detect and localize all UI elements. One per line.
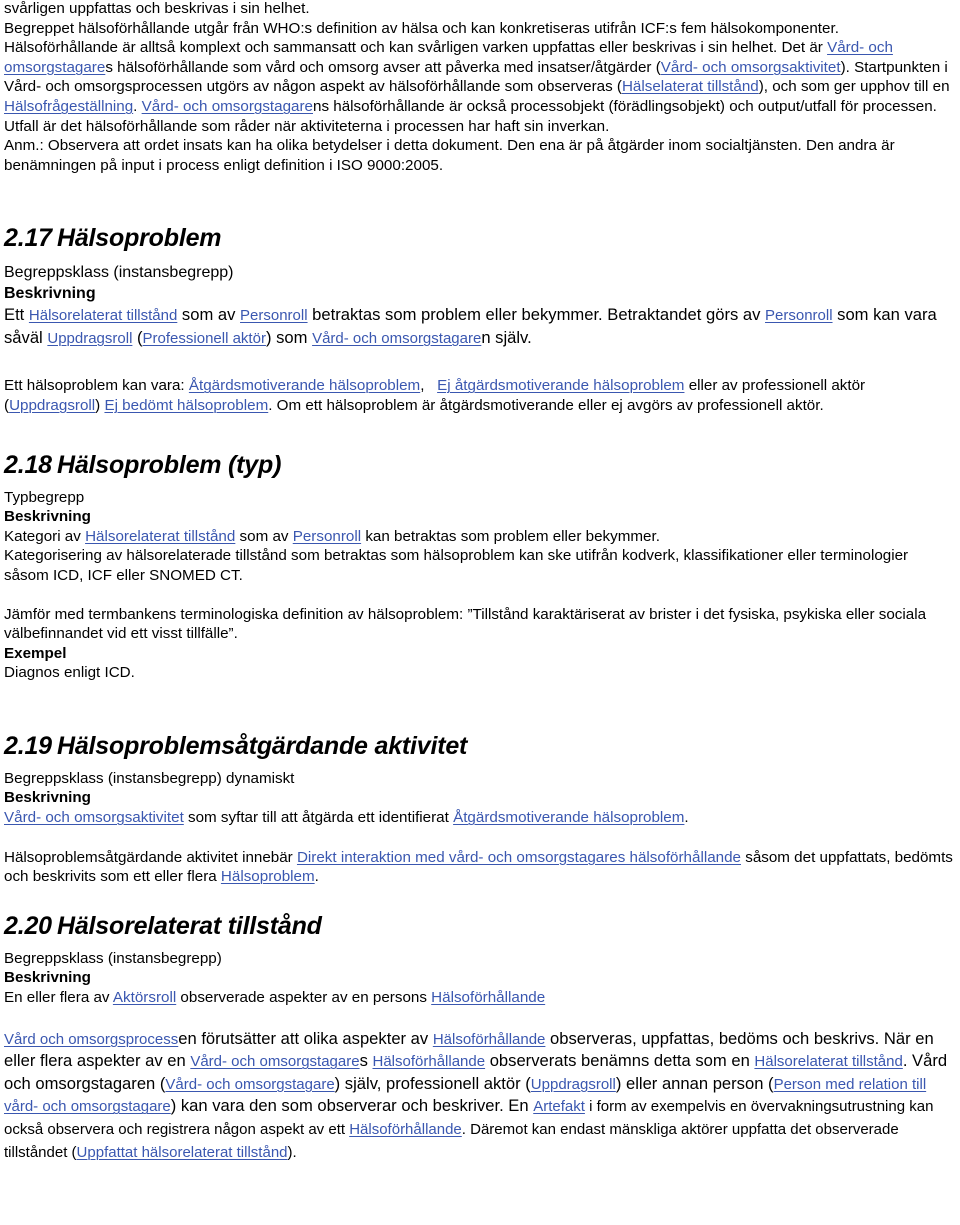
link-halsorelaterat-tillstand[interactable]: Hälsorelaterat tillstånd [28, 307, 178, 325]
description-text: Vård- och omsorgsaktivitet som syftar till att åtgärda ett identifierat Åtgärdsmotiverande hälsoproblem. [4, 809, 689, 827]
link-direkt-interaktion[interactable]: Direkt interaktion med vård- och omsorgstagares hälsoförhållande [296, 848, 741, 866]
description-text: Ett Hälsorelaterat tillstånd som av Personroll betraktas som problem eller bekymmer. Betraktandet görs av Personroll som kan vara såväl Uppdragsroll (Professionell aktör) som Vård- och omsorgstagaren själv. [4, 305, 937, 347]
link-halsorelaterat-tillstand[interactable]: Hälsorelaterat tillstånd [85, 527, 236, 545]
link-uppdragsroll[interactable]: Uppdragsroll [47, 329, 133, 347]
link-atgardsmotiverande-halsoproblem[interactable]: Åtgärdsmotiverande hälsoproblem [188, 377, 421, 395]
link-uppfattat-halsorelaterat-tillstand[interactable]: Uppfattat hälsorelaterat tillstånd [76, 1143, 288, 1161]
section-number: 2.19 [4, 731, 52, 760]
description-label: Beskrivning [4, 284, 96, 302]
intro-paragraph: Begreppet hälsoförhållande utgår från WHO:s definition av hälsa och kan konkretiseras utifrån ICF:s fem hälsokomponenter. Hälsoförhållande är alltså komplext och sammansatt och kan svårligen varken uppfattas eller beskrivas i sin helhet. Det är Vård- och omsorgstagares hälsoförhållande som vård och omsorg avser att påverka med insatser/åtgärder (Vård- och omsorgsaktivitet). Startpunkten i Vård- och omsorgsprocessen utgörs av någon aspekt av hälsoförhållande som observeras (Hälselaterat tillstånd), och som ger upphov till en Hälsofrågeställning. Vård- och omsorgstagarens hälsoförhållande är också processobjekt (förädlingsobjekt) och output/utfall för processen. Utfall är det hälsoförhållande som råder när aktiviteterna i processen har haft sin inverkan. [4, 19, 950, 135]
comparison-text: Jämför med termbankens terminologiska definition av hälsoproblem: ”Tillstånd karaktäriserat av brister i det fysiska, psykiska eller sociala välbefinnandet vid ett visst tillfälle”. [4, 605, 927, 643]
section-heading-2-17 [4, 223, 956, 253]
description-text: En eller flera av Aktörsroll observerade aspekter av en persons Hälsoförhållande [4, 989, 546, 1007]
concept-class: Begreppsklass (instansbegrepp) [4, 949, 222, 967]
concept-class: Typbegrepp [4, 488, 85, 506]
section-heading-2-18 [4, 450, 956, 480]
example-text: Diagnos enligt ICD. [4, 664, 135, 682]
description-label: Beskrivning [4, 789, 91, 807]
link-halsorelaterat-tillstand[interactable]: Hälsorelaterat tillstånd [754, 1053, 903, 1071]
link-vard-och-omsorgstagare-2[interactable]: Vård- och omsorgstagare [165, 1075, 335, 1093]
section-number: 2.20 [4, 911, 52, 940]
link-atgardsmotiverande-halsoproblem[interactable]: Åtgärdsmotiverande hälsoproblem [453, 809, 685, 827]
link-personroll[interactable]: Personroll [292, 527, 362, 545]
intro-fragment: svårligen uppfattas och beskrivas i sin helhet. [4, 0, 310, 17]
concept-class: Begreppsklass (instansbegrepp) [4, 264, 234, 282]
link-ej-bedomt-halsoproblem[interactable]: Ej bedömt hälsoproblem [104, 396, 269, 414]
link-uppdragsroll[interactable]: Uppdragsroll [530, 1075, 616, 1093]
link-halsoforhallande-2[interactable]: Hälsoförhållande [372, 1053, 486, 1071]
link-vard-och-omsorgsaktivitet[interactable]: Vård- och omsorgsaktivitet [4, 809, 184, 827]
link-vard-och-omsorgsprocess[interactable]: Vård och omsorgsprocess [4, 1030, 179, 1048]
section-heading-2-20 [4, 911, 956, 941]
link-person-med-relation[interactable]: Person med relation till vård- och omsorgstagare [4, 1075, 927, 1116]
section-title: Hälsoproblem (typ) [57, 450, 282, 479]
link-halsofragestallning[interactable]: Hälsofrågeställning [4, 97, 134, 115]
link-halsoproblem[interactable]: Hälsoproblem [220, 868, 315, 886]
link-vard-och-omsorgstagare[interactable]: Vård- och omsorgstagare [190, 1053, 360, 1071]
description-label: Beskrivning [4, 508, 91, 526]
link-aktorsroll[interactable]: Aktörsroll [112, 989, 177, 1007]
section-title: Hälsoproblem [57, 224, 222, 253]
example-label: Exempel [4, 644, 67, 662]
explanation-text: Hälsoproblemsåtgärdande aktivitet innebär Direkt interaktion med vård- och omsorgstagares hälsoförhållande såsom det uppfattats, bedömts och beskrivits som ett eller flera Hälsoproblem. [4, 848, 953, 886]
link-personroll-2[interactable]: Personroll [765, 307, 833, 325]
document-page [4, 0, 956, 1163]
link-halsoforhallande[interactable]: Hälsoförhållande [431, 989, 546, 1007]
link-artefakt[interactable]: Artefakt [533, 1098, 585, 1116]
example-paragraph: Ett hälsoproblem kan vara: Åtgärdsmotiverande hälsoproblem, Ej åtgärdsmotiverande hälsoproblem eller av professionell aktör (Uppdragsroll) Ej bedömt hälsoproblem. Om ett hälsoproblem är åtgärdsmotiverande eller ej avgörs av professionell aktör. [4, 377, 866, 414]
section-heading-2-19 [4, 731, 956, 761]
section-title: Hälsoproblemsåtgärdande aktivitet [57, 731, 468, 760]
link-vard-och-omsorgstagare[interactable]: Vård- och omsorgstagare [4, 39, 893, 76]
categorization-text: Kategorisering av hälsorelaterade tillstånd som betraktas som hälsoproblem kan ske utifrån kodverk, klassifikationer eller terminologier såsom ICD, ICF eller SNOMED CT. [4, 547, 909, 584]
section-number: 2.18 [4, 450, 52, 479]
link-vard-och-omsorgstagare-2[interactable]: Vård- och omsorgstagare [141, 97, 313, 115]
link-halsorelaterat-tillstand[interactable]: Hälselaterat tillstånd [621, 78, 759, 96]
link-halsoforhallande[interactable]: Hälsoförhållande [432, 1030, 546, 1048]
description-label: Beskrivning [4, 969, 91, 987]
link-uppdragsroll-2[interactable]: Uppdragsroll [9, 396, 96, 414]
intro-note: Anm.: Observera att ordet insats kan ha olika betydelser i detta dokument. Den ena är på åtgärder inom socialtjänsten. Den andra är benämningen på input i process enligt definition i ISO 9000:2005. [4, 137, 895, 174]
section-title: Hälsorelaterat tillstånd [57, 911, 322, 940]
link-ej-atgardsmotiverande-halsoproblem[interactable]: Ej åtgärdsmotiverande hälsoproblem [437, 377, 685, 395]
link-vard-och-omsorgstagare[interactable]: Vård- och omsorgstagare [312, 329, 482, 347]
concept-class: Begreppsklass (instansbegrepp) dynamiskt [4, 769, 295, 787]
link-vard-och-omsorgsaktivitet[interactable]: Vård- och omsorgsaktivitet [660, 58, 841, 76]
link-halsoforhallande-3[interactable]: Hälsoförhållande [349, 1121, 462, 1138]
description-text: Kategori av Hälsorelaterat tillstånd som av Personroll kan betraktas som problem eller bekymmer. [4, 527, 660, 545]
link-professionell-aktor[interactable]: Professionell aktör [142, 329, 266, 347]
section-number: 2.17 [4, 224, 52, 253]
explanation-text: Vård och omsorgsprocessen förutsätter att olika aspekter av Hälsoförhållande observeras, uppfattas, bedöms och beskrivs. När en eller flera aspekter av en Vård- och omsorgstagares Hälsoförhållande observerats benämns detta som en Hälsorelaterat tillstånd. Vård och omsorgstagaren (Vård- och omsorgstagare) själv, professionell aktör (Uppdragsroll) eller annan person (Person med relation till vård- och omsorgstagare) kan vara den som observerar och beskriver. En Artefakt i form av exempelvis en övervakningsutrustning kan också observera och registrera någon aspekt av ett Hälsoförhållande. Däremot kan endast mänskliga aktörer uppfatta det observerade tillståndet (Uppfattat hälsorelaterat tillstånd). [4, 1028, 948, 1161]
link-personroll[interactable]: Personroll [240, 307, 308, 325]
